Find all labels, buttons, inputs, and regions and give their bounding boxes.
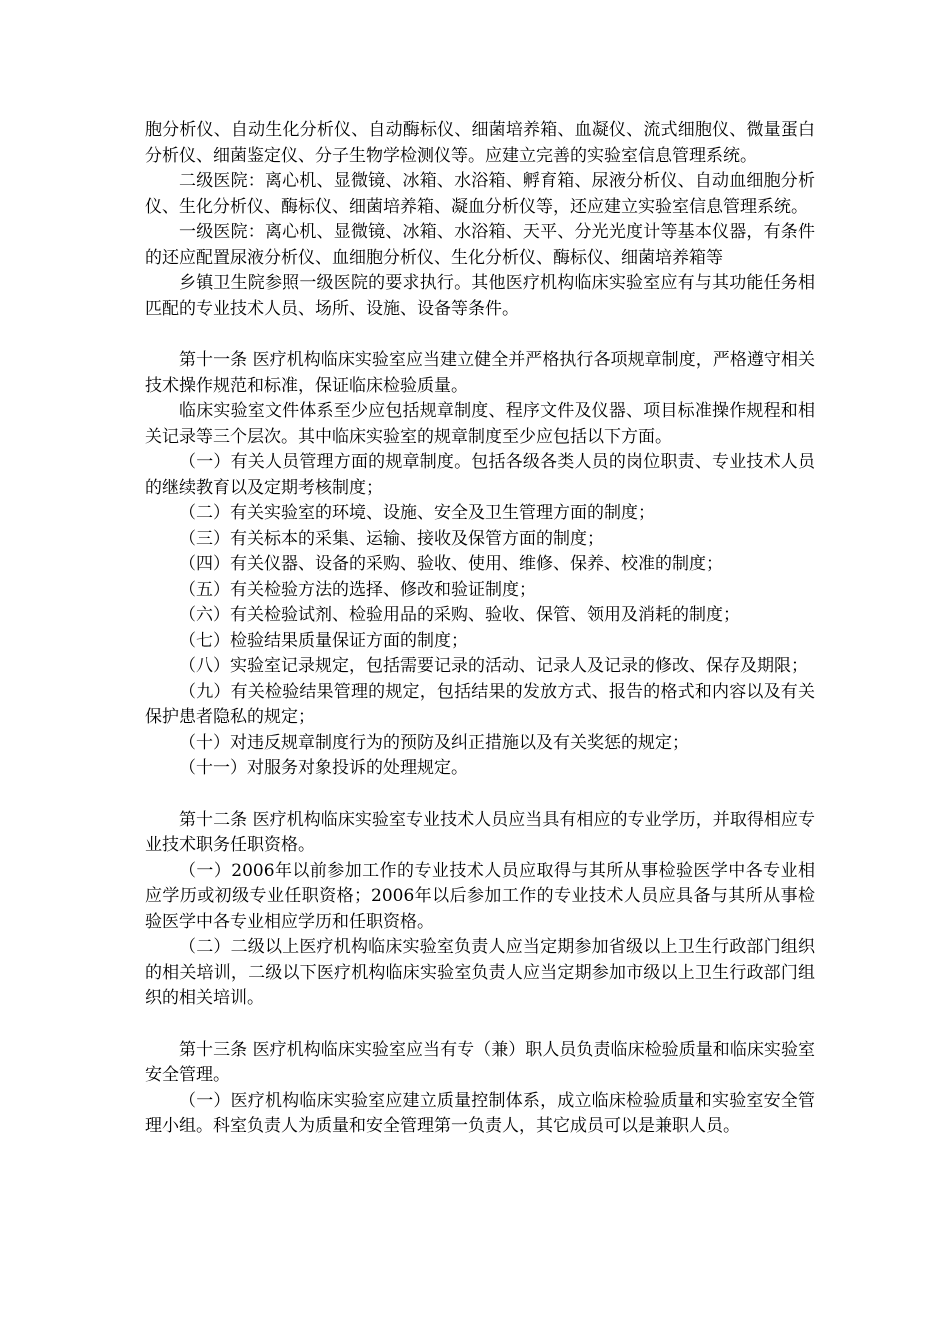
article-11-heading: 第十一条 医疗机构临床实验室应当建立健全并严格执行各项规章制度，严格遵守相关技术操作规范和标准，保证临床检验质量。 <box>145 350 815 396</box>
list-item-4: （四）有关仪器、设备的采购、验收、使用、维修、保养、校准的制度； <box>179 554 723 574</box>
section-gap <box>145 782 815 808</box>
paragraph-equipment-tertiary-cont: 胞分析仪、自动生化分析仪、自动酶标仪、细菌培养箱、血凝仪、流式细胞仪、微量蛋白分析仪、细菌鉴定仪、分子生物学检测仪等。应建立完善的实验室信息管理系统。 <box>145 120 815 166</box>
list-item-2: （二）有关实验室的环境、设施、安全及卫生管理方面的制度； <box>179 503 655 523</box>
article-13-item-1: （一）医疗机构临床实验室应建立质量控制体系，成立临床检验质量和实验室安全管理小组。科室负责人为质量和安全管理第一负责人，其它成员可以是兼职人员。 <box>145 1090 815 1136</box>
section-gap <box>145 1012 815 1038</box>
paragraph-document-system: 临床实验室文件体系至少应包括规章制度、程序文件及仪器、项目标准操作规程和相关记录等三个层次。其中临床实验室的规章制度至少应包括以下方面。 <box>145 401 815 447</box>
list-item-6: （六）有关检验试剂、检验用品的采购、验收、保管、领用及消耗的制度； <box>179 605 740 625</box>
document-page <box>145 118 815 1140</box>
list-item-8: （八）实验室记录规定，包括需要记录的活动、记录人及记录的修改、保存及期限； <box>179 656 808 676</box>
article-12-item-2: （二）二级以上医疗机构临床实验室负责人应当定期参加省级以上卫生行政部门组织的相关培训，二级以下医疗机构临床实验室负责人应当定期参加市级以上卫生行政部门组织的相关培训。 <box>145 937 815 1008</box>
list-item-3: （三）有关标本的采集、运输、接收及保管方面的制度； <box>179 528 604 549</box>
paragraph-secondary-hospital: 二级医院：离心机、显微镜、冰箱、水浴箱、孵育箱、尿液分析仪、自动血细胞分析仪、生化分析仪、酶标仪、细菌培养箱、凝血分析仪等，还应建立实验室信息管理系统。 <box>145 171 815 217</box>
list-item-10: （十）对违反规章制度行为的预防及纠正措施以及有关奖惩的规定； <box>179 732 689 753</box>
list-item-9: （九）有关检验结果管理的规定，包括结果的发放方式、报告的格式和内容以及有关保护患者隐私的规定； <box>145 681 815 727</box>
list-item-1: （一）有关人员管理方面的规章制度。包括各级各类人员的岗位职责、专业技术人员的继续教育以及定期考核制度； <box>145 452 815 498</box>
article-12-item-1: （一）2006年以前参加工作的专业技术人员应取得与其所从事检验医学中各专业相应学历或初级专业任职资格；2006年以后参加工作的专业技术人员应具备与其所从事检验医学中各专业相应学历和任职资格。 <box>145 860 815 932</box>
list-item-5: （五）有关检验方法的选择、修改和验证制度； <box>179 579 536 600</box>
paragraph-township-hospital: 乡镇卫生院参照一级医院的要求执行。其他医疗机构临床实验室应有与其功能任务相匹配的专业技术人员、场所、设施、设备等条件。 <box>145 273 815 319</box>
article-13-heading: 第十三条 医疗机构临床实验室应当有专（兼）职人员负责临床检验质量和临床实验室安全管理。 <box>145 1039 815 1085</box>
section-gap <box>145 322 815 348</box>
list-item-7: （七）检验结果质量保证方面的制度； <box>179 630 468 651</box>
paragraph-primary-hospital: 一级医院：离心机、显微镜、冰箱、水浴箱、天平、分光光度计等基本仪器，有条件的还应配置尿液分析仪、血细胞分析仪、生化分析仪、酶标仪、细菌培养箱等 <box>145 222 815 268</box>
article-12-heading: 第十二条 医疗机构临床实验室专业技术人员应当具有相应的专业学历，并取得相应专业技术职务任职资格。 <box>145 809 815 855</box>
list-item-11: （十一）对服务对象投诉的处理规定。 <box>179 758 468 778</box>
